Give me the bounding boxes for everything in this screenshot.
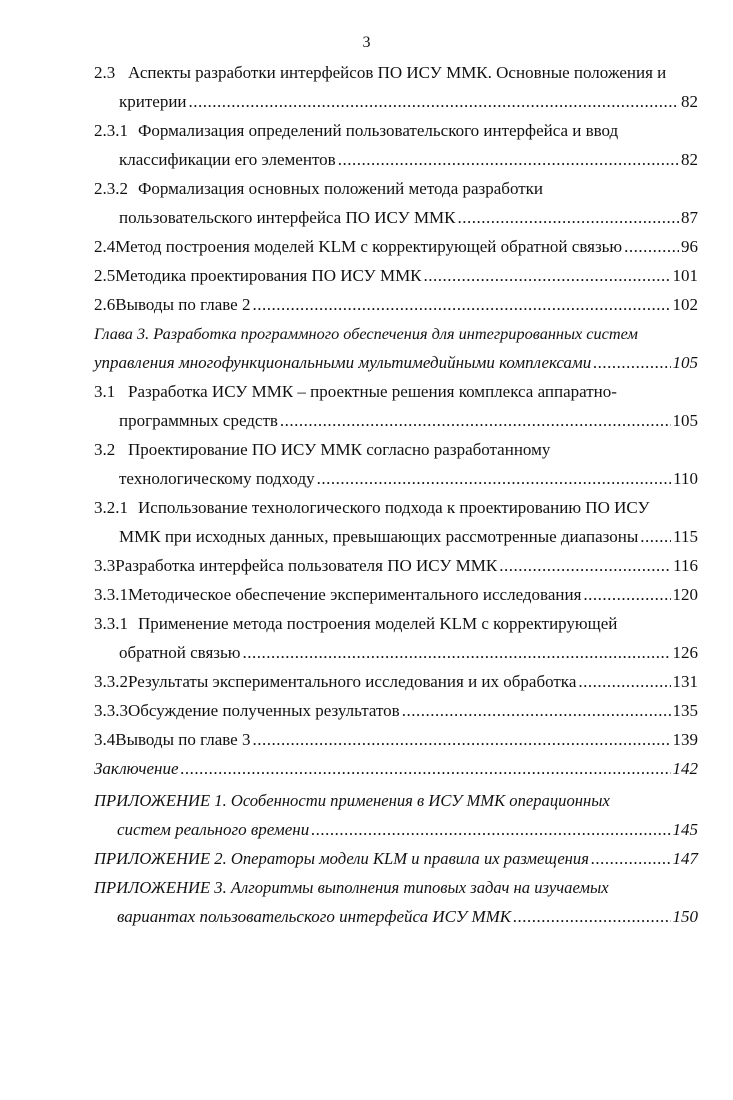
- toc-leader: [640, 526, 671, 548]
- toc-leader: [317, 468, 672, 490]
- toc-page: 102: [672, 295, 698, 314]
- toc-title: Методическое обеспечение экспериментального исследования: [128, 585, 582, 604]
- toc-title: Использование технологического подхода к проектированию ПО ИСУ: [138, 498, 650, 517]
- toc-page: 142: [672, 759, 698, 778]
- toc-number: 3.2: [94, 440, 116, 459]
- toc-conclusion: [94, 758, 698, 780]
- toc-number: 3.3.1: [94, 614, 128, 633]
- toc-number: 2.3.1: [94, 121, 128, 140]
- toc-page: 120: [672, 585, 698, 604]
- toc-entry-3-2-1-line1: [94, 497, 691, 519]
- toc-page: 126: [672, 643, 698, 662]
- toc-title: Результаты экспериментального исследования и их обработка: [128, 672, 577, 691]
- toc-leader: [242, 642, 670, 664]
- toc-chapter-3-line1: [94, 323, 698, 345]
- toc-title: Формализация основных положений метода разработки: [138, 179, 544, 198]
- toc-title-cont: классификации его элементов: [119, 150, 336, 169]
- toc-entry-2-3-2-line1: [94, 178, 691, 200]
- toc-leader: [593, 352, 670, 374]
- toc-number: 2.6: [94, 295, 116, 314]
- toc-title: Методика проектирования ПО ИСУ ММК: [115, 266, 422, 285]
- toc-leader: [252, 294, 670, 316]
- toc-leader: [181, 758, 671, 780]
- toc-appendix-1-line1: [94, 790, 691, 812]
- toc-title-cont: обратной связью: [119, 643, 241, 662]
- toc-leader: [402, 700, 671, 722]
- toc-title: Выводы по главе 2: [115, 295, 251, 314]
- toc-entry-2-3-2-line2: [119, 207, 698, 229]
- toc-page: 131: [672, 672, 698, 691]
- toc-page: 101: [672, 266, 698, 285]
- toc-entry-3-3: [94, 555, 698, 577]
- toc-number: 2.4: [94, 237, 116, 256]
- toc-entry-2-5: [94, 265, 698, 287]
- toc-chapter-title-cont: управления многофункциональными мультимедийными комплексами: [94, 353, 592, 372]
- toc-number: 3.2.1: [94, 498, 128, 517]
- toc-entry-3-3-2: [94, 671, 698, 693]
- toc-leader: [311, 819, 670, 841]
- toc-leader: [189, 91, 679, 113]
- toc-entry-3-2-1-line2: [119, 526, 698, 548]
- toc-leader: [458, 207, 679, 229]
- toc-page: 135: [672, 701, 698, 720]
- toc-number: 2.3.2: [94, 179, 128, 198]
- toc-number: 3.4: [94, 730, 116, 749]
- toc-appendix-title: ПРИЛОЖЕНИЕ 1. Особенности применения в ИСУ ММК операционных: [94, 791, 610, 810]
- toc-leader: [578, 671, 670, 693]
- toc-entry-2-3-1-line2: [119, 149, 698, 171]
- toc-entry-2-3-1-line1: [94, 120, 691, 142]
- toc-leader: [499, 555, 671, 577]
- toc-page: 150: [672, 907, 698, 926]
- toc-entry-2-3-line2: [119, 91, 698, 113]
- toc-entry-2-4: [94, 236, 698, 258]
- toc-number: 3.3: [94, 556, 116, 575]
- toc-title: Проектирование ПО ИСУ ММК согласно разработанному: [128, 440, 551, 459]
- toc-entry-2-3-line1: [94, 62, 691, 84]
- toc-number: 3.3.3: [94, 701, 128, 720]
- toc-appendix-3-line1: [94, 877, 691, 899]
- page-number: 3: [362, 34, 371, 51]
- toc-appendix-title-cont: систем реального времени: [117, 820, 310, 839]
- toc-page: 115: [673, 527, 698, 546]
- toc-title: Заключение: [94, 759, 179, 778]
- toc-page: 139: [672, 730, 698, 749]
- toc-title: Выводы по главе 3: [115, 730, 251, 749]
- toc-page: 116: [673, 556, 698, 575]
- toc-leader: [624, 236, 679, 258]
- toc-entry-3-1-line1: [94, 381, 691, 403]
- toc-leader: [280, 410, 671, 432]
- toc-title: Аспекты разработки интерфейсов ПО ИСУ ММК. Основные положения и: [128, 63, 667, 82]
- toc-page: 96: [681, 237, 698, 256]
- toc-leader: [583, 584, 670, 606]
- toc-number: 3.1: [94, 382, 116, 401]
- toc-chapter-title: Глава 3. Разработка программного обеспечения для интегрированных систем: [94, 324, 638, 343]
- toc-title: Формализация определений пользовательского интерфейса и ввод: [138, 121, 619, 140]
- toc-appendix-2: [94, 848, 698, 870]
- toc-page: 82: [681, 150, 698, 169]
- toc-page: 110: [673, 469, 698, 488]
- toc-title-cont: ММК при исходных данных, превышающих рассмотренные диапазоны: [119, 527, 639, 546]
- toc-title: Метод построения моделей KLM с корректирующей обратной связью: [115, 237, 623, 256]
- toc-number: 2.3: [94, 63, 116, 82]
- toc-entry-3-3-1b-line1: [94, 613, 691, 635]
- toc-page: 105: [672, 353, 698, 372]
- toc-page: 145: [672, 820, 698, 839]
- toc-title-cont: технологическому подходу: [119, 469, 315, 488]
- toc-entry-3-4: [94, 729, 698, 751]
- toc-leader: [252, 729, 670, 751]
- toc-page: 105: [672, 411, 698, 430]
- toc-entry-3-2-line1: [94, 439, 691, 461]
- toc-title: Обсуждение полученных результатов: [128, 701, 400, 720]
- toc-appendix-1-line2: [117, 819, 698, 841]
- toc-title: Применение метода построения моделей KLM с корректирующей: [138, 614, 618, 633]
- toc-entry-3-3-1a: [94, 584, 698, 606]
- toc-title-cont: пользовательского интерфейса ПО ИСУ ММК: [119, 208, 456, 227]
- toc-page: 82: [681, 92, 698, 111]
- toc-page: 87: [681, 208, 698, 227]
- toc-title: Разработка ИСУ ММК – проектные решения комплекса аппаратно-: [128, 382, 617, 401]
- toc-chapter-3-line2: [94, 352, 698, 374]
- toc-number: 3.3.2: [94, 672, 128, 691]
- toc-entry-3-1-line2: [119, 410, 698, 432]
- toc-appendix-title-cont: вариантах пользовательского интерфейса ИСУ ММК: [117, 907, 512, 926]
- toc-page: 147: [672, 849, 698, 868]
- toc-appendix-3-line2: [117, 906, 698, 928]
- toc-title-cont: программных средств: [119, 411, 278, 430]
- toc-appendix-title: ПРИЛОЖЕНИЕ 3. Алгоритмы выполнения типовых задач на изучаемых: [94, 878, 609, 897]
- toc-title: Разработка интерфейса пользователя ПО ИСУ ММК: [115, 556, 498, 575]
- toc-entry-3-3-3: [94, 700, 698, 722]
- toc-number: 2.5: [94, 266, 116, 285]
- toc-leader: [338, 149, 679, 171]
- toc-leader: [591, 848, 671, 870]
- toc-entry-2-6: [94, 294, 698, 316]
- toc-leader: [424, 265, 671, 287]
- toc-appendix-title: ПРИЛОЖЕНИЕ 2. Операторы модели KLM и правила их размещения: [94, 849, 589, 868]
- toc-number: 3.3.1: [94, 585, 128, 604]
- toc-entry-3-2-line2: [119, 468, 698, 490]
- toc-title-cont: критерии: [119, 92, 187, 111]
- toc-leader: [513, 906, 670, 928]
- toc-entry-3-3-1b-line2: [119, 642, 698, 664]
